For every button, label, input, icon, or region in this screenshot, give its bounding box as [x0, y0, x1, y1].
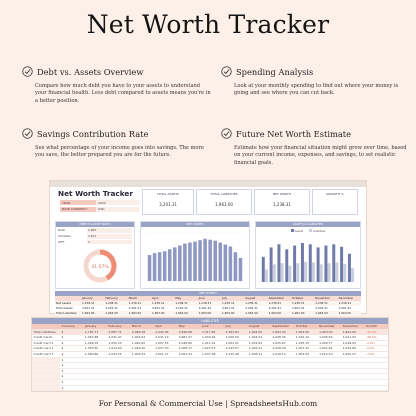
row-label: Credit Card 3	[33, 351, 54, 356]
cell-value[interactable]: 1,238.31	[221, 301, 235, 305]
liabilities-empty-rows	[32, 358, 388, 392]
cell-value[interactable]: 1,781.77	[84, 329, 99, 334]
dashboard-sheet	[50, 181, 366, 313]
summary-title: NET WORTH	[199, 291, 217, 295]
cell-value[interactable]: 1,238.31	[82, 301, 95, 305]
currency-cell[interactable]: $	[61, 368, 64, 373]
month-header: August	[245, 296, 256, 300]
cell-value[interactable]: 1,963.00	[295, 329, 310, 334]
cell-value[interactable]: 1,012.10	[319, 351, 333, 356]
cell-value[interactable]: 1,963.00	[338, 311, 352, 315]
net-worth-bar-chart	[141, 227, 249, 287]
cell-value[interactable]: 1,963.00	[268, 311, 282, 315]
liability-bar	[328, 263, 331, 282]
cell-value[interactable]: 1,963.00	[82, 311, 95, 315]
asset-bar	[293, 246, 296, 282]
liabilities-header: LIABILITIES	[32, 318, 388, 324]
net-worth-bar	[158, 252, 162, 281]
column-header: September	[272, 324, 289, 328]
month-header: September	[268, 296, 285, 300]
year-settings	[60, 200, 140, 213]
cell-value[interactable]: $	[61, 335, 64, 340]
cell-value[interactable]: $	[61, 351, 64, 356]
column-header: April	[155, 324, 163, 328]
liability-bar	[296, 263, 299, 282]
net-worth-bar	[208, 240, 212, 281]
cell-value[interactable]: 1,238.31	[338, 301, 352, 305]
liabilities-table	[32, 318, 388, 391]
net-worth-bar	[173, 247, 177, 281]
cell-value[interactable]: 1,062.05	[84, 340, 99, 345]
month-header: October	[291, 296, 304, 300]
cell-value[interactable]: 1,052.88	[84, 335, 99, 340]
kpi-label: TOTAL ASSETS	[143, 190, 193, 197]
currency-cell[interactable]: $	[61, 357, 64, 362]
summary-row	[55, 311, 361, 316]
cell-value[interactable]: 1,238.31	[291, 301, 305, 305]
checkmark-icon	[221, 128, 232, 139]
kpi-growth	[312, 189, 358, 215]
net-worth-bar	[224, 245, 228, 281]
asset-bar	[262, 257, 265, 282]
cell-value[interactable]: 1,063.01	[225, 340, 239, 345]
row-label: Credit Card 1	[33, 340, 54, 345]
liability-bar	[265, 269, 268, 282]
cell-value[interactable]: 1,963.00	[291, 311, 305, 315]
cell-value[interactable]: 1,050.50	[225, 335, 239, 340]
panel-assets-liabilities	[255, 221, 361, 289]
legend-label: Assets	[294, 230, 304, 233]
liability-bar	[281, 263, 284, 282]
cell-value[interactable]: 3,381.63	[225, 329, 239, 334]
month-header: July	[221, 296, 227, 300]
cell-value[interactable]: 1,317.89	[202, 329, 216, 334]
liability-bar	[343, 264, 346, 282]
cell-value[interactable]: 1,032.62	[248, 340, 263, 345]
cell-value[interactable]: 3,201.31	[175, 306, 188, 310]
cell-value[interactable]: 1,050.47	[342, 351, 356, 356]
currency-label: BASE CURRENCY	[60, 207, 96, 212]
cell-value[interactable]: 1,051.65	[319, 346, 333, 351]
donut-label: 41.67%	[91, 264, 109, 270]
cell-value[interactable]: 1,963.00	[248, 329, 263, 334]
year-value[interactable]: 2024	[96, 200, 140, 205]
liability-bar	[351, 268, 354, 282]
month-header: November	[315, 296, 330, 300]
net-worth-bar	[188, 243, 192, 281]
cell-value[interactable]: 3,201.31	[268, 306, 282, 310]
column-header: February	[108, 324, 122, 328]
cell-value[interactable]: 1,016.10	[295, 335, 310, 340]
cell-value[interactable]: 3,201.31	[198, 306, 212, 310]
liability-bar	[312, 263, 315, 282]
row-label: Credit Card 2	[33, 346, 54, 351]
cell-value[interactable]: 1,053.63	[295, 351, 310, 356]
liabilities-rows	[32, 330, 388, 358]
empty-label-cell[interactable]	[32, 358, 60, 363]
sheet-toolbar	[50, 181, 366, 187]
checkmark-icon	[22, 66, 33, 77]
liability-bar	[335, 263, 338, 282]
liability-bar	[304, 262, 307, 282]
cell-value[interactable]: 1,025.53	[202, 346, 216, 351]
feature-spending	[221, 66, 411, 98]
cell-value[interactable]: 2,088.18	[131, 329, 146, 334]
column-header: August	[248, 324, 260, 328]
net-worth-bar	[183, 244, 187, 281]
cell-value[interactable]: 1,009.33	[131, 351, 146, 356]
cell-value[interactable]: 1,963.00	[128, 311, 142, 315]
panel-title: ASSETS & LIABILITIES	[256, 222, 360, 227]
asset-bar	[270, 247, 273, 282]
column-header-blank	[32, 324, 60, 329]
row-label: Net Assets	[56, 301, 71, 305]
feature-description: Look at your monthly spending to find out where your money is going and see where you can cut back.	[234, 83, 399, 97]
debt-ratio-donut	[80, 246, 120, 286]
cell-value[interactable]: 1,009.77	[319, 340, 333, 345]
cell-value[interactable]: 1,963.00	[272, 329, 286, 334]
panel-title: DEBT-TO-ASSET RATIO	[56, 222, 134, 227]
asset-bar	[332, 244, 335, 282]
stat-value: 3	[87, 240, 132, 245]
debt-stats	[57, 228, 132, 245]
cell-value[interactable]: 1,008.17	[178, 346, 192, 351]
cell-value[interactable]: 1,007.55	[155, 340, 169, 345]
panel-net-worth	[140, 221, 250, 289]
stat-label: Debt	[58, 228, 65, 233]
cell-value[interactable]: 1,035.33	[295, 340, 310, 345]
feature-savings	[22, 128, 212, 160]
cell-value[interactable]: 1,028.30	[272, 335, 286, 340]
net-worth-bar	[163, 251, 167, 281]
empty-label-cell[interactable]	[32, 380, 60, 385]
liability-bar	[320, 264, 323, 282]
currency-value[interactable]: USD	[96, 207, 140, 212]
cell-value[interactable]: 3,981.37	[178, 335, 192, 340]
cell-value[interactable]: 1,024.04	[248, 335, 263, 340]
net-worth-bar	[239, 258, 243, 281]
cell-value[interactable]: 1,025.67	[272, 340, 286, 345]
kpi-label: NET WORTH	[255, 190, 309, 197]
cell-value[interactable]: 1,037.48	[202, 351, 216, 356]
cell-value[interactable]: 1,039.92	[202, 335, 216, 340]
cell-value[interactable]: 1,048.80	[178, 340, 192, 345]
asset-bar	[301, 243, 304, 282]
net-worth-bar	[234, 252, 238, 281]
cell-value[interactable]: 1,963.00	[198, 311, 212, 315]
kpi-net-worth	[254, 189, 310, 215]
stat-value: 3,201	[87, 234, 132, 239]
net-worth-bar	[218, 243, 222, 281]
cell-value[interactable]: 1,053.50	[84, 346, 99, 351]
feature-title: Future Net Worth Estimate	[236, 128, 352, 139]
net-worth-summary-table	[55, 291, 361, 316]
cell-value[interactable]: 1,040.00	[131, 340, 146, 345]
cell-value[interactable]: 3,201.31	[82, 306, 95, 310]
month-header: May	[175, 296, 182, 300]
net-worth-bar	[213, 241, 217, 281]
feature-description: See what percentage of your income goes into savings. The more you save, the better prepared you are for the future.	[35, 145, 204, 159]
cell-value[interactable]: 1,238.31	[268, 301, 282, 305]
cell-value[interactable]: 1,963.00	[315, 311, 328, 315]
column-header: May	[178, 324, 185, 328]
feature-title: Savings Contribution Rate	[37, 128, 149, 139]
column-header: June	[202, 324, 209, 328]
kpi-value	[313, 197, 357, 202]
legend-liabilities	[309, 229, 325, 233]
currency-cell[interactable]: $	[61, 379, 64, 384]
cell-value[interactable]: 3,201.31	[315, 306, 328, 310]
cell-value[interactable]: -38.0%	[365, 335, 377, 340]
cell-value[interactable]: -13.0%	[365, 329, 377, 334]
kpi-value: 1,963.00	[215, 202, 233, 207]
month-header: February	[105, 296, 118, 300]
cell-value[interactable]: 1,045.31	[248, 346, 263, 351]
month-header: April	[151, 296, 159, 300]
cell-value[interactable]: -2.0%	[365, 340, 375, 345]
checkmark-icon	[221, 66, 232, 77]
asset-bar	[317, 247, 320, 282]
month-header: June	[198, 296, 205, 300]
column-header: Growth	[365, 324, 377, 328]
column-header: October	[295, 324, 308, 328]
cell-value[interactable]: 1,034.48	[225, 351, 239, 356]
cell-value[interactable]: 1,036.50	[319, 335, 333, 340]
empty-row	[32, 386, 388, 392]
cell-value[interactable]: 1,037.20	[155, 346, 169, 351]
cell-value[interactable]: 1,963.00	[342, 329, 356, 334]
empty-label-cell[interactable]	[32, 386, 60, 391]
feature-description: Estimate how your financial situation might grow over time, based on your current income, expenses, and savings, to set realistic financial goals.	[234, 145, 407, 166]
cell-value[interactable]: 1,034.89	[342, 346, 356, 351]
month-header: March	[128, 296, 138, 300]
feature-future-net-worth	[221, 128, 411, 167]
cell-value[interactable]: $	[61, 340, 64, 345]
month-header: December	[338, 296, 354, 300]
feature-debt-assets	[22, 66, 212, 105]
cell-value[interactable]: 1,048.93	[342, 340, 356, 345]
cell-value[interactable]: -9.0%	[365, 346, 375, 351]
cell-value[interactable]: 1,033.55	[108, 351, 122, 356]
cell-value[interactable]: 3,201.31	[291, 306, 305, 310]
legend-assets	[291, 229, 303, 233]
cell-value[interactable]: 3,687.71	[108, 329, 122, 334]
cell-value[interactable]: 1,963.00	[175, 311, 188, 315]
stat-label: LEFT	[58, 239, 65, 244]
cell-value[interactable]: 3,201.31	[245, 306, 258, 310]
footer-text: For Personal & Commercial Use | SpreadsheetsHub.com	[98, 399, 318, 408]
cell-value[interactable]: 1,238.31	[175, 301, 188, 305]
cell-value[interactable]: 1,052.25	[108, 340, 122, 345]
cell-value[interactable]: 3,201.31	[338, 306, 352, 310]
asset-bar	[324, 246, 327, 282]
cell-value[interactable]: 1,238.31	[245, 301, 258, 305]
cell-value[interactable]: 3,201.31	[128, 306, 142, 310]
cell-value[interactable]: -3.0%	[365, 351, 375, 356]
stat-label: All Debts	[58, 234, 71, 239]
column-header: January	[84, 324, 97, 328]
cell-value[interactable]: 1,963.00	[151, 311, 165, 315]
row-label: Total Liabilities	[33, 329, 56, 334]
checkmark-icon	[22, 128, 33, 139]
net-worth-bar	[198, 240, 202, 281]
feature-title: Spending Analysis	[236, 66, 314, 77]
kpi-total-assets	[142, 189, 194, 215]
cell-value[interactable]: 1,049.40	[131, 346, 146, 351]
cell-value[interactable]: 1,007.41	[295, 346, 310, 351]
column-header: December	[342, 324, 359, 328]
asset-bar	[340, 247, 343, 282]
stat-value: 1,963	[87, 228, 132, 233]
net-worth-bar	[168, 249, 172, 281]
kpi-label: TOTAL LIABILITIES	[197, 190, 251, 197]
cell-value[interactable]: 1,238.31	[105, 301, 118, 305]
panel-title: NET WORTH	[141, 222, 249, 227]
column-header: July	[225, 324, 231, 328]
cell-value[interactable]: 1,011.02	[202, 340, 216, 345]
kpi-value: 1,238.31	[273, 202, 291, 207]
currency-cell[interactable]: $	[61, 385, 64, 390]
net-worth-bar	[148, 255, 152, 281]
cell-value[interactable]: $	[61, 346, 64, 351]
kpi-total-liabilities	[196, 189, 252, 215]
cell-value[interactable]: 1,021.03	[342, 335, 356, 340]
cell-value[interactable]: 1,238.31	[128, 301, 142, 305]
cell-value[interactable]: 1,018.19	[272, 351, 286, 356]
empty-label-cell[interactable]	[32, 374, 60, 379]
cell-value[interactable]: 3,031.47	[108, 335, 122, 340]
cell-value[interactable]: 1,963.00	[319, 329, 333, 334]
liability-bar	[288, 266, 291, 282]
liability-bar	[273, 264, 276, 282]
cell-value[interactable]: 1,238.31	[315, 301, 328, 305]
asset-bar	[285, 249, 288, 282]
cell-value[interactable]: 1,963.00	[245, 311, 258, 315]
cell-value[interactable]: 1,004.93	[131, 335, 146, 340]
cell-value[interactable]: 3,201.31	[151, 306, 165, 310]
column-header: Currency	[61, 324, 76, 328]
cell-value[interactable]: 1,046.21	[248, 351, 263, 356]
cell-value[interactable]: 2,041.19	[155, 335, 169, 340]
sheet-title: Net Worth Tracker	[58, 189, 133, 198]
currency-cell[interactable]: $	[61, 374, 64, 379]
net-worth-bar	[153, 253, 157, 281]
kpi-value: 3,201.31	[159, 202, 177, 207]
cell-value[interactable]: 3,201.31	[221, 306, 235, 310]
cell-value[interactable]: $	[61, 329, 64, 334]
net-worth-bar	[229, 246, 233, 281]
asset-bar	[348, 254, 351, 282]
cell-value[interactable]: 1,963.00	[221, 311, 235, 315]
month-header: January	[82, 296, 93, 300]
asset-bar	[277, 244, 280, 282]
column-header: November	[319, 324, 335, 328]
feature-description: Compare how much debt you have to your assets to understand your financial health. Less debt compared to assets means you're in a better position.	[35, 83, 211, 104]
cell-value[interactable]: 1,043.07	[225, 346, 239, 351]
row-label: Total Assets	[56, 306, 73, 310]
cell-value[interactable]: 1,061.44	[178, 351, 192, 356]
currency-cell[interactable]: $	[61, 363, 64, 368]
cell-value[interactable]: 1,060.66	[84, 351, 99, 356]
cell-value[interactable]: 1,021.77	[155, 351, 169, 356]
page-title: Net Worth Tracker	[86, 10, 330, 39]
net-worth-bar	[193, 242, 197, 281]
kpi-label: GROWTH %	[313, 190, 357, 197]
cell-value[interactable]: 1,042.56	[155, 329, 169, 334]
row-label: Total Liabilities	[56, 311, 77, 315]
net-worth-bar	[203, 239, 207, 281]
year-label: YEAR	[60, 200, 96, 205]
feature-title: Debt vs. Assets Overview	[37, 66, 144, 77]
cell-value[interactable]: 3,996.68	[178, 329, 192, 334]
row-label: Credit Cards	[33, 335, 53, 340]
empty-label-cell[interactable]	[32, 363, 60, 368]
cell-value[interactable]: 1,238.31	[198, 301, 212, 305]
asset-bar	[309, 244, 312, 282]
net-worth-bar	[178, 245, 182, 281]
cell-value[interactable]: 1,028.39	[272, 346, 286, 351]
assets-liabilities-chart	[256, 233, 360, 287]
cell-value[interactable]: 3,201.31	[105, 306, 118, 310]
cell-value[interactable]: 1,014.60	[108, 346, 122, 351]
column-header: March	[131, 324, 141, 328]
empty-label-cell[interactable]	[32, 369, 60, 374]
cell-value[interactable]: 1,963.00	[105, 311, 118, 315]
legend-label: Liabilities	[313, 230, 326, 233]
cell-value[interactable]: 1,238.31	[151, 301, 165, 305]
